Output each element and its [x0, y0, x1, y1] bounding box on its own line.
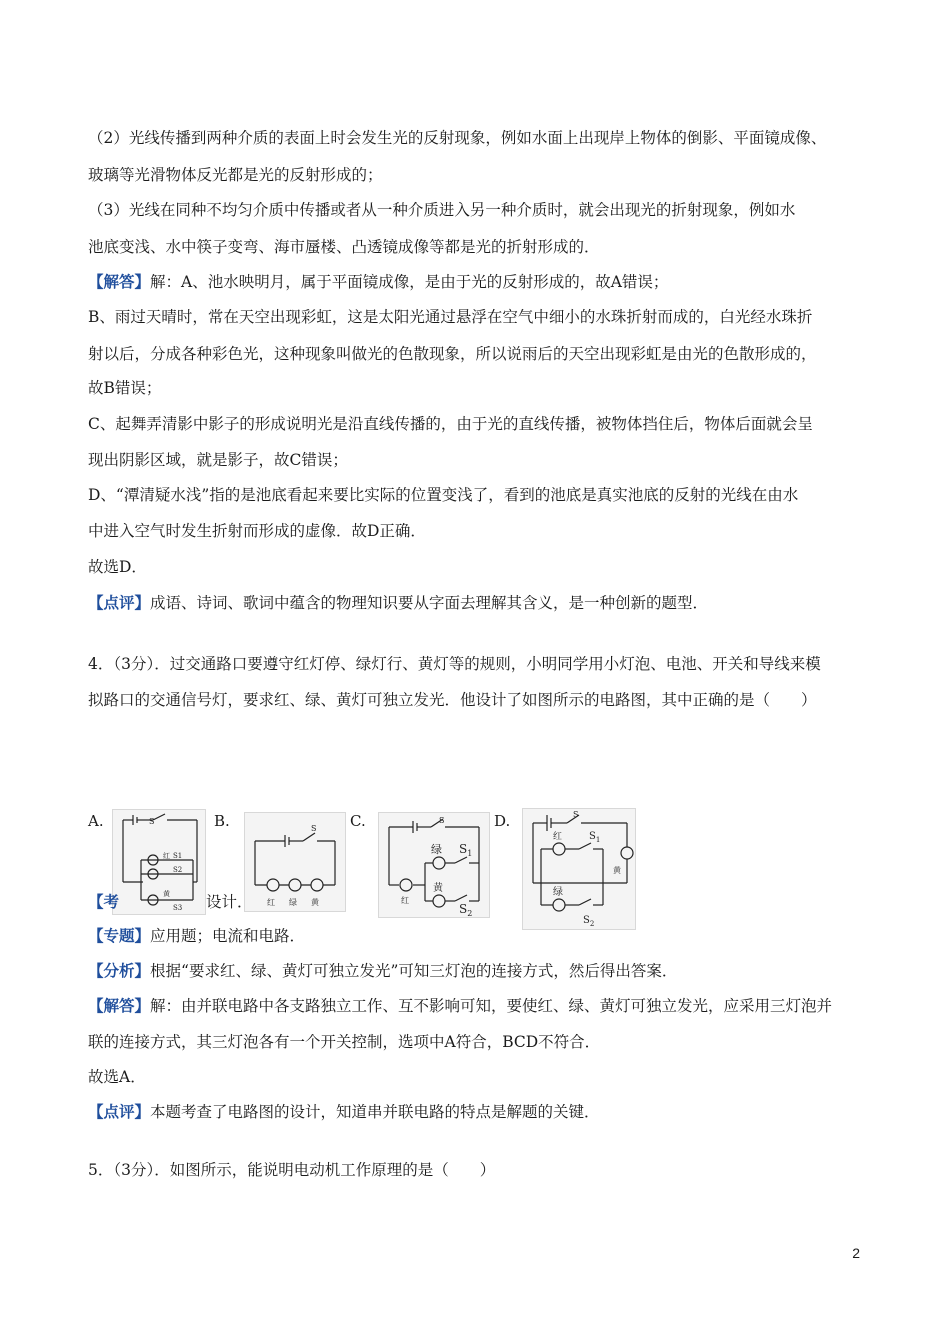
- text-line-4: 池底变浅、水中筷子变弯、海市蜃楼、凸透镜成像等都是光的折射形成的．: [88, 238, 600, 256]
- tag-answer-4: 【解答】: [88, 996, 151, 1015]
- fig-d-green: 绿: [553, 887, 563, 898]
- circuit-figure-c: [378, 812, 490, 918]
- answer-text-4a: 解：由并联电路中各支路独立工作、互不影响可知，要使红、绿、黄灯可独立发光，应采用三灯泡并: [150, 997, 833, 1015]
- text-line-b2: 射以后，分成各种彩色光，这种现象叫做光的色散现象，所以说雨后的天空出现彩虹是由光的色散形成的，: [88, 345, 817, 363]
- fig-c-green: 绿: [431, 843, 442, 856]
- fig-c-s2-main: S: [459, 902, 468, 916]
- fig-a-s1: S1: [173, 852, 183, 860]
- text-line-2: 玻璃等光滑物体反光都是光的反射形成的；: [88, 166, 383, 184]
- option-a-label: A.: [88, 812, 104, 830]
- tag-topic: 【专题】: [88, 926, 151, 945]
- fig-b-yellow: 黄: [311, 898, 319, 907]
- analysis-text: 根据“要求红、绿、黄灯可独立发光”可知三灯泡的连接方式，然后得出答案．: [150, 962, 678, 980]
- choose-a-line: 故选A．: [88, 1068, 146, 1086]
- answer-text-a: 解：A、池水映明月，属于平面镜成像，是由于光的反射形成的，故A错误；: [150, 273, 669, 291]
- test-point-line: [88, 892, 119, 912]
- fig-a-red: 红: [163, 852, 170, 860]
- fig-d-yellow: 黄: [613, 866, 621, 875]
- answer-line-4b: 联的连接方式，其三灯泡各有一个开关控制，选项中A符合，BCD不符合．: [88, 1033, 601, 1051]
- comment-text-3: 成语、诗词、歌词中蕴含的物理知识要从字面去理解其含义，是一种创新的题型．: [150, 594, 709, 612]
- text-line-choose-d: 故选D．: [88, 558, 147, 576]
- fig-c-switch-s: S: [439, 816, 445, 825]
- fig-c-s1-sub: 1: [467, 849, 473, 858]
- circuit-a-svg: [113, 810, 205, 914]
- comment-text-4: 本题考查了电路图的设计，知道串并联电路的特点是解题的关键．: [150, 1103, 600, 1121]
- fig-b-green: 绿: [289, 898, 297, 907]
- fig-c-red: 红: [401, 896, 409, 905]
- question-4-line-2: 拟路口的交通信号灯，要求红、绿、黄灯可独立发光．他设计了如图所示的电路图，其中正确的是（ ）: [88, 691, 817, 709]
- fig-d-s1-sub: 1: [595, 836, 601, 844]
- answer-line-a: [88, 272, 668, 292]
- question-4-line-1: 4．（3分）．过交通路口要遵守红灯停、绿灯行、黄灯等的规则，小明同学用小灯泡、电池、开关和导线来模: [88, 655, 821, 673]
- circuit-figure-b: [244, 812, 346, 912]
- fig-a-yellow: 黄: [163, 890, 170, 898]
- fig-d-s2: [583, 915, 594, 928]
- tag-analysis: 【分析】: [88, 961, 151, 980]
- option-d-label: D.: [494, 812, 511, 830]
- design-text: 设计．: [206, 893, 253, 911]
- fig-c-s2-sub: 2: [467, 909, 473, 917]
- fig-c-yellow: 黄: [433, 883, 443, 894]
- fig-a-switch-s: S: [149, 817, 155, 826]
- topic-line: [88, 926, 305, 946]
- text-line-3: （3）光线在同种不均匀介质中传播或者从一种介质进入另一种介质时，就会出现光的折射现象，例如水: [88, 201, 796, 219]
- fig-d-s1: [589, 831, 600, 844]
- circuit-c-svg: [379, 813, 489, 917]
- circuit-b-svg: [245, 813, 345, 911]
- comment-line-3: [88, 593, 708, 613]
- fig-c-s2: [459, 902, 472, 917]
- comment-line-4: [88, 1102, 600, 1122]
- circuit-d-svg: [523, 809, 635, 929]
- circuit-figure-d: [522, 808, 636, 930]
- fig-b-red: 红: [267, 898, 275, 907]
- question-5-line: 5．（3分）．如图所示，能说明电动机工作原理的是（ ）: [88, 1161, 496, 1179]
- answer-line-4a: [88, 996, 832, 1016]
- fig-a-s3: S3: [173, 904, 183, 912]
- tag-comment: 【点评】: [88, 593, 151, 612]
- tag-test-point: 【考: [88, 892, 120, 911]
- text-line-c2: 现出阴影区域，就是影子，故C错误；: [88, 451, 348, 469]
- text-line-b3: 故B错误；: [88, 379, 162, 397]
- option-c-label: C.: [350, 812, 366, 830]
- fig-d-s1-main: S: [589, 831, 596, 842]
- text-line-1: （2）光线传播到两种介质的表面上时会发生光的反射现象，例如水面上出现岸上物体的倒影、平面镜成像、: [88, 129, 827, 147]
- text-line-d2: 中进入空气时发生折射而形成的虚像．故D正确．: [88, 522, 426, 540]
- circuit-figure-a: [112, 809, 206, 915]
- text-line-c1: C、起舞弄清影中影子的形成说明光是沿直线传播的，由于光的直线传播，被物体挡住后，物体后面就会呈: [88, 415, 813, 433]
- fig-a-s2: S2: [173, 866, 183, 874]
- fig-d-red: 红: [553, 832, 563, 842]
- fig-d-s2-sub: 2: [589, 920, 595, 928]
- analysis-line: [88, 961, 677, 981]
- fig-c-s1-main: S: [459, 842, 468, 856]
- fig-d-switch-s: S: [573, 810, 579, 819]
- fig-b-switch-s: S: [311, 824, 317, 833]
- fig-d-s2-main: S: [583, 915, 590, 926]
- page-number: 2: [852, 1245, 860, 1261]
- topic-text: 应用题；电流和电路．: [150, 927, 306, 945]
- fig-c-s1: [459, 842, 472, 858]
- text-line-b1: B、雨过天晴时，常在天空出现彩虹，这是太阳光通过悬浮在空气中细小的水珠折射而成的，白光经水珠折: [88, 308, 813, 326]
- text-line-d1: D、“潭清疑水浅”指的是池底看起来要比实际的位置变浅了，看到的池底是真实池底的反射的光线在由水: [88, 486, 799, 504]
- tag-comment-4: 【点评】: [88, 1102, 151, 1121]
- option-b-label: B.: [214, 812, 230, 830]
- tag-answer: 【解答】: [88, 272, 151, 291]
